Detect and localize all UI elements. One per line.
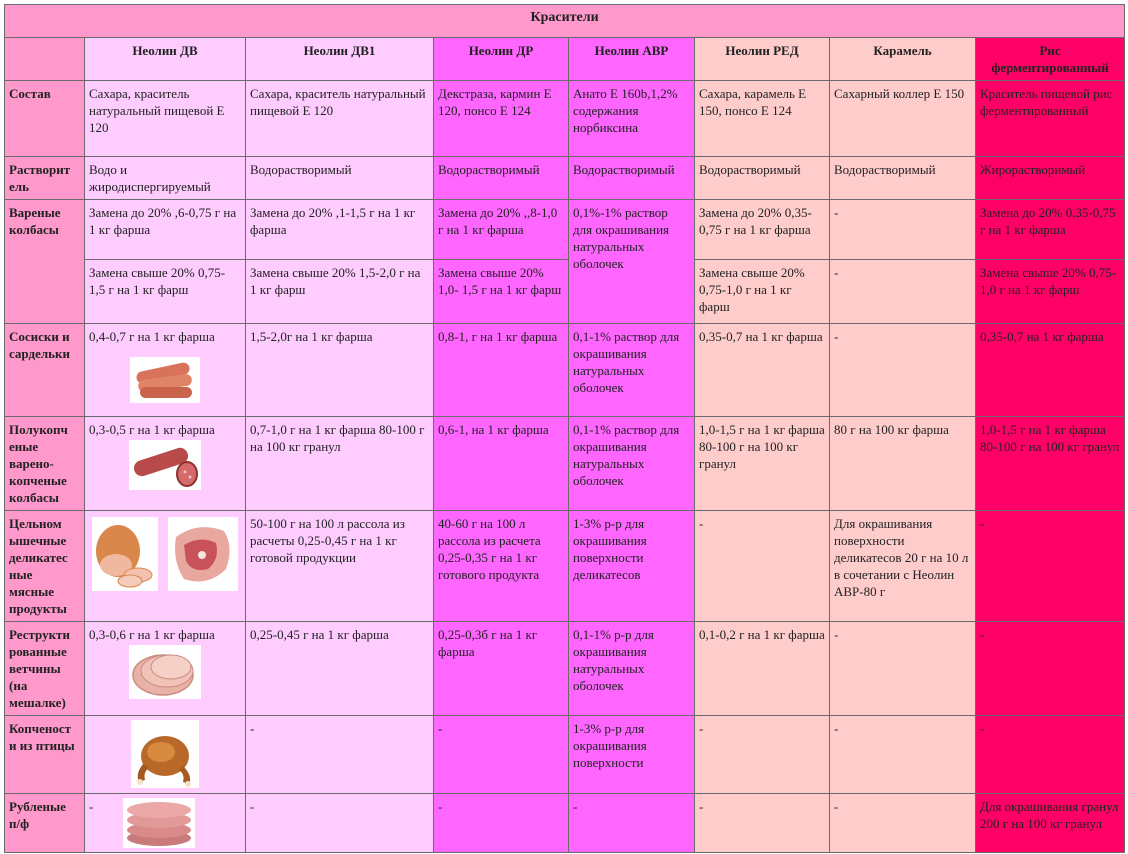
table-cell: Водорастворимый: [569, 157, 695, 200]
table-cell: Водо и жиродиспергируемый: [85, 157, 246, 200]
ham-roll-image: [92, 517, 158, 591]
salami-image: [129, 440, 201, 490]
pork-leg-image: [168, 517, 238, 591]
table-cell: Декстраза, кармин Е 120, понсо Е 124: [434, 81, 569, 157]
table-cell: -: [830, 260, 976, 324]
table-cell: Замена до 20% ,,8-1,0 г на 1 кг фарша: [434, 200, 569, 260]
table-cell: [85, 716, 246, 794]
column-header: Неолин ДР: [434, 38, 569, 81]
row-label: Вареные колбасы: [5, 200, 85, 324]
patties-image: [123, 798, 195, 848]
table-cell: 50-100 г на 100 л рассола из расчеты 0,25-0,45 г на 1 кг готовой продукции: [246, 511, 434, 622]
table-cell: Замена свыше 20% 0,75-1,0 г на 1 кг фарш: [695, 260, 830, 324]
table-cell: 40-60 г на 100 л рассола из расчета 0,25-0,35 г на 1 кг готового продукта: [434, 511, 569, 622]
table-cell: Замена свыше 20% 1,5-2,0 г на 1 кг фарш: [246, 260, 434, 324]
table-cell: 1-3% р-р для окрашивания поверхности деликатесов: [569, 511, 695, 622]
table-cell: -: [976, 622, 1125, 716]
table-cell: Водорастворимый: [434, 157, 569, 200]
cell-text: 0,4-0,7 г на 1 кг фарша: [89, 329, 215, 344]
table-cell: -: [695, 511, 830, 622]
table-cell: 0,25-0,3б г на 1 кг фарша: [434, 622, 569, 716]
row-label: Состав: [5, 81, 85, 157]
table-cell: 0,8-1, г на 1 кг фарша: [434, 324, 569, 417]
table-cell: -: [434, 794, 569, 853]
row-label: Сосиски и сардельки: [5, 324, 85, 417]
ham-slices-image: [129, 645, 201, 699]
table-cell: -: [695, 794, 830, 853]
table-cell: Сахара, карамель Е 150, понсо Е 124: [695, 81, 830, 157]
table-cell: 1,0-1,5 г на 1 кг фарша 80-100 г на 100 кг гранул: [976, 417, 1125, 511]
table-cell: -: [976, 511, 1125, 622]
table-cell: -: [830, 622, 976, 716]
table-cell: 0,35-0,7 на 1 кг фарша: [976, 324, 1125, 417]
table-cell: 1,0-1,5 г на 1 кг фарша 80-100 г на 100 кг гранул: [695, 417, 830, 511]
table-cell: 1-3% р-р для окрашивания поверхности: [569, 716, 695, 794]
column-header: Неолин РЕД: [695, 38, 830, 81]
table-cell: Для окрашивания гранул 200 г на 100 кг гранул: [976, 794, 1125, 853]
table-cell: -: [246, 716, 434, 794]
table-cell: -: [246, 794, 434, 853]
column-header: Карамель: [830, 38, 976, 81]
table-cell: Замена до 20% 0,35-0,75 г на 1 кг фарша: [976, 200, 1125, 260]
header-corner: [5, 38, 85, 81]
row-label: Копченост и из птицы: [5, 716, 85, 794]
table-cell: -: [830, 716, 976, 794]
row-label: Реструкти рованные ветчины (на мешалке): [5, 622, 85, 716]
row-label: Растворит ель: [5, 157, 85, 200]
table-cell: Водорастворимый: [830, 157, 976, 200]
table-cell: Водорастворимый: [246, 157, 434, 200]
table-cell: Водорастворимый: [695, 157, 830, 200]
column-header: Неолин ДВ1: [246, 38, 434, 81]
row-label: Цельном ышечные деликатес ные мясные продукты: [5, 511, 85, 622]
cell-text: 0,3-0,5 г на 1 кг фарша: [89, 422, 215, 437]
table-cell: Краситель пищевой рис ферментированный: [976, 81, 1125, 157]
table-cell: Анато Е 160b,1,2% содержания норбиксина: [569, 81, 695, 157]
column-header: Рис ферментированный: [976, 38, 1125, 81]
table-cell: Сахарный коллер Е 150: [830, 81, 976, 157]
table-cell: Сахара, краситель натуральный пищевой Е 120: [85, 81, 246, 157]
table-title: Красители: [5, 5, 1125, 38]
table-cell: 0,6-1, на 1 кг фарша: [434, 417, 569, 511]
table-cell: Сахара, краситель натуральный пищевой Е 120: [246, 81, 434, 157]
table-cell: Жирорастворимый: [976, 157, 1125, 200]
row-label: Рубленые п/ф: [5, 794, 85, 853]
table-cell: -: [569, 794, 695, 853]
table-cell: -: [434, 716, 569, 794]
table-cell: 0,7-1,0 г на 1 кг фарша 80-100 г на 100 кг гранул: [246, 417, 434, 511]
table-cell: 0,1-1% раствор для окрашивания натуральных оболочек: [569, 417, 695, 511]
table-cell: [85, 511, 246, 622]
table-cell: 0,35-0,7 на 1 кг фарша: [695, 324, 830, 417]
table-cell: Замена свыше 20% 0,75-1,5 г на 1 кг фарш: [85, 260, 246, 324]
table-cell: 0,1-1% р-р для окрашивания натуральных оболочек: [569, 622, 695, 716]
table-cell: 1,5-2,0г на 1 кг фарша: [246, 324, 434, 417]
column-header: Неолин ДВ: [85, 38, 246, 81]
dyes-table: [4, 4, 1125, 853]
table-cell: -: [830, 324, 976, 417]
table-cell: -: [695, 716, 830, 794]
row-label: Полукопч еные варено-копченые колбасы: [5, 417, 85, 511]
table-cell: Замена до 20% 0,35-0,75 г на 1 кг фарша: [695, 200, 830, 260]
table-cell: Замена до 20% ,6-0,75 г на 1 кг фарша: [85, 200, 246, 260]
table-cell: -: [830, 794, 976, 853]
table-cell: 0,25-0,45 г на 1 кг фарша: [246, 622, 434, 716]
table-cell: -: [830, 200, 976, 260]
table-cell: Замена свыше 20% 0,75-1,0 г на 1 кг фарш: [976, 260, 1125, 324]
table-cell: 0,1%-1% раствор для окрашивания натуральных оболочек: [569, 200, 695, 324]
table-cell: [85, 324, 246, 417]
cell-text: -: [89, 799, 94, 814]
cell-text: 0,3-0,6 г на 1 кг фарша: [89, 627, 215, 642]
column-header: Неолин АВР: [569, 38, 695, 81]
table-cell: Замена свыше 20% 1,0- 1,5 г на 1 кг фарш: [434, 260, 569, 324]
smoked-chicken-image: [131, 720, 199, 788]
table-cell: -: [976, 716, 1125, 794]
table-cell: [85, 794, 246, 853]
table-cell: 0,1-0,2 г на 1 кг фарша: [695, 622, 830, 716]
table-cell: 80 г на 100 кг фарша: [830, 417, 976, 511]
table-cell: Замена до 20% ,1-1,5 г на 1 кг фарша: [246, 200, 434, 260]
table-cell: [85, 622, 246, 716]
sausage-image: [130, 357, 200, 403]
table-cell: [85, 417, 246, 511]
table-cell: 0,1-1% раствор для окрашивания натуральных оболочек: [569, 324, 695, 417]
table-cell: Для окрашивания поверхности деликатесов 20 г на 10 л в сочетании с Неолин АВР-80 г: [830, 511, 976, 622]
